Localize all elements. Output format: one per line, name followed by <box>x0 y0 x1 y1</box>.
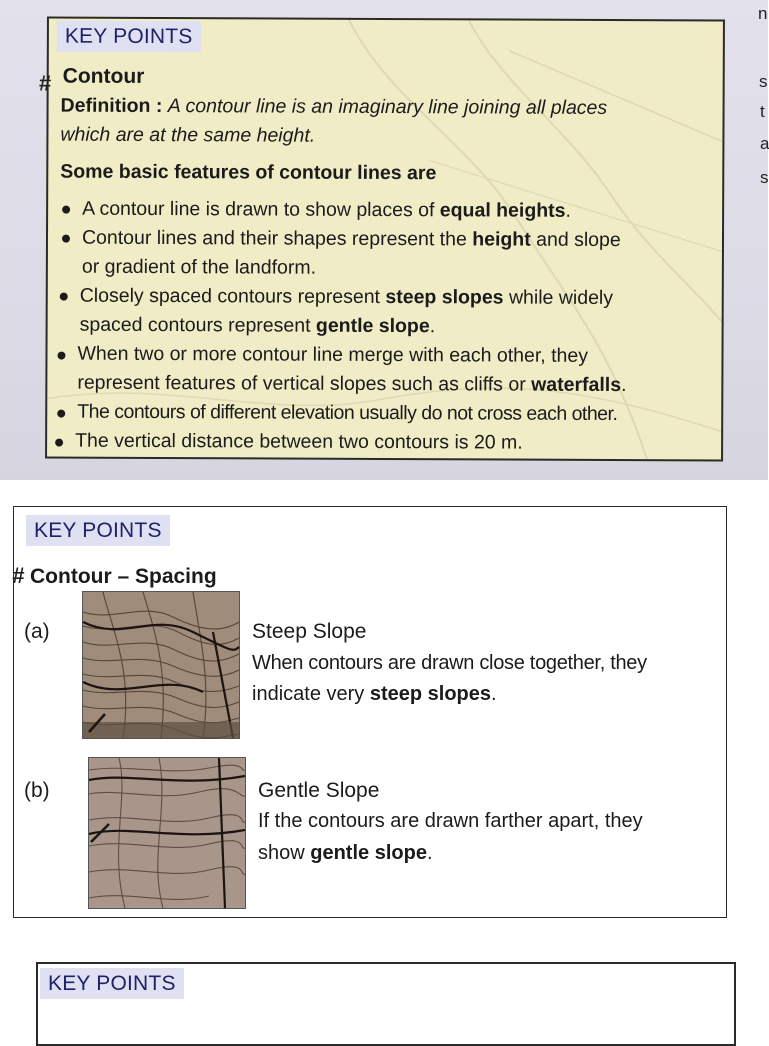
bullet-dot <box>57 352 65 360</box>
section-heading: Contour <box>62 64 145 88</box>
bullet-text: . <box>621 374 627 397</box>
bullet-text: while widely <box>503 286 614 309</box>
bullet-dot <box>60 293 68 301</box>
bullet-continuation <box>77 372 626 397</box>
bullet-text: represent features of vertical slopes such as cliffs or <box>77 371 532 396</box>
gentle-slope-title: Gentle Slope <box>258 779 380 802</box>
bullet-item: The contours of different elevation usually do not cross each other. <box>77 400 618 426</box>
item-marker-b: (b) <box>24 779 50 802</box>
definition-label: Definition : <box>60 94 163 118</box>
bullet-item <box>82 227 621 252</box>
caption-text: . <box>426 842 433 864</box>
steep-slope-map-image <box>82 591 240 739</box>
bullet-item: The vertical distance between two contours is 20 m. <box>75 429 523 454</box>
steep-slope-line-2 <box>252 683 497 706</box>
features-heading: Some basic features of contour lines are <box>60 160 437 185</box>
edge-text: s <box>760 168 769 187</box>
gentle-slope-contours <box>89 758 245 908</box>
bullet-text: A contour line is drawn to show places of <box>82 197 440 222</box>
bottom-photo <box>0 480 768 1024</box>
edge-text: s <box>759 72 768 91</box>
bullet-bold-text: gentle slope <box>315 314 430 338</box>
steep-slope-contours <box>83 592 239 738</box>
bullet-bold-text: steep slopes <box>385 286 504 309</box>
edge-text: t <box>760 102 765 121</box>
key-points-tab: KEY POINTS <box>26 515 170 546</box>
bullet-continuation: or gradient of the landform. <box>81 255 317 279</box>
bullet-dot <box>57 410 65 418</box>
bullet-text: and slope <box>530 228 621 252</box>
bullet-dot <box>62 235 70 243</box>
definition-line <box>61 95 608 120</box>
bullet-bold-text: equal heights <box>439 199 566 222</box>
bullet-item: When two or more contour line merge with each other, they <box>77 342 589 367</box>
edge-text: n <box>758 4 768 23</box>
steep-slope-title: Steep Slope <box>252 620 367 643</box>
caption-text: show <box>258 842 311 864</box>
bullet-continuation <box>80 314 436 339</box>
bullet-dot <box>62 206 70 214</box>
bullet-text: spaced contours represent <box>79 313 316 337</box>
caption-text: indicate very <box>252 683 370 705</box>
key-points-tab: KEY POINTS <box>57 21 201 53</box>
definition-text: A contour line is an imaginary line joining all places <box>167 95 608 119</box>
top-photo <box>0 0 768 480</box>
steep-slope-line-1: When contours are drawn close together, they <box>252 652 647 674</box>
section-heading: Contour – Spacing <box>30 565 217 588</box>
bullet-bold-text: waterfalls <box>531 373 622 397</box>
bullet-item <box>80 285 613 310</box>
gentle-slope-map-image <box>88 757 246 909</box>
bullet-text: . <box>429 315 436 338</box>
key-points-tab: KEY POINTS <box>40 968 184 999</box>
bullet-dot <box>55 439 63 447</box>
definition-line-2: which are at the same height. <box>60 123 316 147</box>
bullet-item <box>82 198 571 223</box>
caption-bold-text: gentle slope <box>310 842 427 864</box>
edge-text: a <box>760 134 769 153</box>
gentle-slope-line-2 <box>258 842 433 865</box>
hash-mark-icon: # <box>38 70 51 96</box>
bullet-bold-text: height <box>472 228 531 251</box>
key-points-box-drainage <box>36 962 736 1046</box>
caption-bold-text: steep slopes <box>369 683 492 705</box>
key-points-box-contour <box>38 17 725 462</box>
item-marker-a: (a) <box>24 620 50 643</box>
bullet-text: . <box>565 199 571 222</box>
bullet-text: Closely spaced contours represent <box>79 284 386 309</box>
bullet-text: Contour lines and their shapes represent the <box>81 226 473 251</box>
hash-mark-icon: # <box>12 563 25 588</box>
caption-text: . <box>491 683 497 705</box>
key-points-box-contour-spacing <box>13 506 727 918</box>
gentle-slope-line-1: If the contours are drawn farther apart, they <box>258 810 643 832</box>
